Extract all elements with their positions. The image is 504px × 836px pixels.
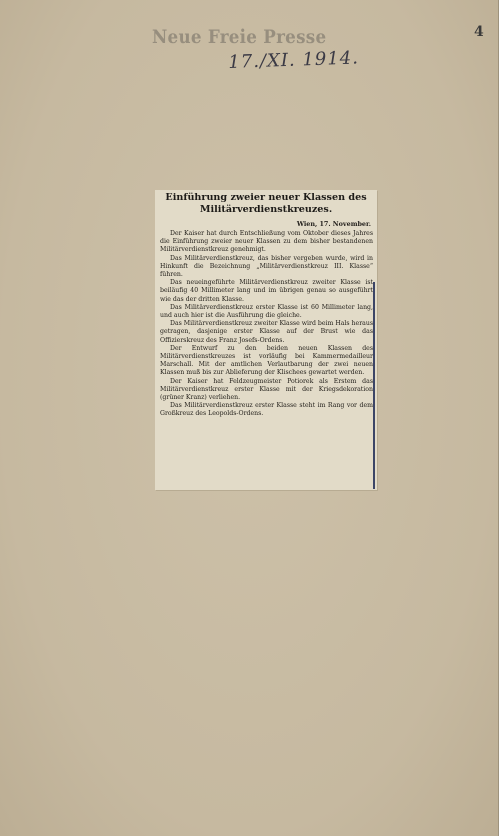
pen-margin-mark (373, 282, 375, 489)
newspaper-stamp: Neue Freie Presse (152, 26, 327, 48)
newspaper-clipping (155, 190, 377, 490)
clipping-paragraph: Das Militärverdienstkreuz erster Klasse ist 60 Millimeter lang, und auch hier ist die Ausführung die gleiche. (160, 303, 373, 320)
clipping-title: Einführung zweier neuer Klassen des Militärverdienstkreuzes. (165, 192, 367, 215)
clipping-paragraph: Das neueingeführte Militärverdienstkreuz zweiter Klasse ist beiläufig 40 Millimeter lang und im übrigen genau so ausgeführt wie das der dritten Klasse. (160, 279, 373, 303)
page-number: 4 (474, 24, 484, 40)
clipping-paragraph: Der Entwurf zu den beiden neuen Klassen des Militärverdienstkreuzes ist vorläufig bei Kammermedailleur Marschall. Mit der amtlichen Verlautbarung der zwei neuen Klassen muß bis zur Ablieferung der Klischees gewartet werden. (160, 344, 373, 377)
clipping-paragraph: Das Militärverdienstkreuz erster Klasse steht im Rang vor dem Großkreuz des Leopolds-Ordens. (160, 402, 373, 418)
clipping-paragraph: Das Militärverdienstkreuz, das bisher vergeben wurde, wird in Hinkunft die Bezeichnung „Militärverdienstkreuz III. Klasse“ führen. (160, 254, 373, 279)
handwritten-date: 17./XI. 1914. (228, 47, 360, 73)
clipping-dateline: Wien, 17. November. (296, 220, 371, 228)
clipping-paragraph: Der Kaiser hat durch Entschließung vom Oktober dieses Jahres die Einführung zweier neuer Klassen zu dem bisher bestandenen Militärverdienstkreuz genehmigt. (160, 230, 373, 254)
clipping-paragraph: Der Kaiser hat Feldzeugmeister Potiorek als Erstem das Militärverdienstkreuz erster Klasse mit der Kriegsdekoration (grüner Kranz) verliehen. (160, 377, 373, 402)
clipping-paragraph: Das Militärverdienstkreuz zweiter Klasse wird beim Hals heraus getragen, dasjenige erster Klasse auf der Brust wie das Offizierskreuz des Franz Josefs-Ordens. (160, 320, 373, 344)
